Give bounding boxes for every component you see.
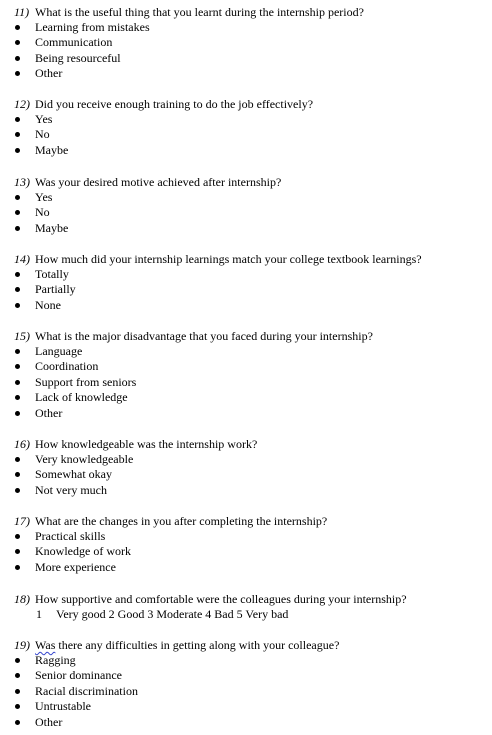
bullet-icon bbox=[15, 565, 20, 570]
question-18 bbox=[14, 592, 492, 622]
option-list bbox=[14, 112, 492, 158]
option-text: Practical skills bbox=[35, 529, 106, 543]
bullet-icon bbox=[15, 457, 20, 462]
question-line bbox=[14, 175, 492, 190]
question-line bbox=[14, 437, 492, 452]
option-text: Not very much bbox=[35, 482, 107, 497]
option-text: Very knowledgeable bbox=[35, 452, 134, 466]
question-line bbox=[14, 5, 492, 20]
list-item bbox=[14, 375, 492, 390]
bullet-icon bbox=[15, 472, 20, 477]
question-number: 13) bbox=[14, 175, 30, 189]
list-item bbox=[14, 298, 492, 313]
option-text: Senior dominance bbox=[35, 668, 122, 683]
question-number: 11) bbox=[14, 5, 30, 19]
question-12 bbox=[14, 97, 492, 158]
question-text: Did you receive enough training to do the job effectively? bbox=[35, 97, 314, 111]
question-number: 19) bbox=[14, 638, 30, 652]
option-text: Lack of knowledge bbox=[35, 390, 128, 405]
list-item bbox=[14, 221, 492, 236]
option-list bbox=[14, 452, 492, 498]
option-list bbox=[14, 529, 492, 575]
question-14 bbox=[14, 252, 492, 313]
option-text: Maybe bbox=[35, 220, 69, 235]
list-item bbox=[14, 483, 492, 498]
option-text: None bbox=[35, 297, 61, 312]
list-item bbox=[14, 653, 492, 668]
option-text: Communication bbox=[35, 35, 113, 50]
list-item bbox=[14, 544, 492, 559]
question-number: 15) bbox=[14, 329, 30, 343]
option-text: Yes bbox=[35, 190, 53, 204]
list-item bbox=[14, 35, 492, 50]
bullet-icon bbox=[15, 272, 20, 277]
rating-scale-text: Very good 2 Good 3 Moderate 4 Bad 5 Very bad bbox=[56, 607, 289, 621]
question-11 bbox=[14, 5, 492, 82]
list-item bbox=[14, 390, 492, 405]
list-item bbox=[14, 715, 492, 730]
bullet-icon bbox=[15, 195, 20, 200]
question-line bbox=[14, 97, 492, 112]
list-item bbox=[14, 359, 492, 374]
list-item bbox=[14, 684, 492, 699]
bullet-icon bbox=[15, 226, 20, 231]
list-item bbox=[14, 127, 492, 142]
bullet-icon bbox=[15, 534, 20, 539]
bullet-icon bbox=[15, 380, 20, 385]
bullet-icon bbox=[15, 720, 20, 725]
option-text: Totally bbox=[35, 267, 69, 281]
question-text: How much did your internship learnings match your college textbook learnings? bbox=[35, 252, 422, 266]
option-text: Language bbox=[35, 344, 83, 358]
list-item bbox=[14, 668, 492, 683]
list-item bbox=[14, 143, 492, 158]
list-item bbox=[14, 205, 492, 220]
list-item bbox=[14, 699, 492, 714]
bullet-icon bbox=[15, 364, 20, 369]
bullet-icon bbox=[15, 148, 20, 153]
option-text: Partially bbox=[35, 282, 76, 297]
list-item bbox=[14, 560, 492, 575]
list-item bbox=[14, 282, 492, 297]
question-text: How supportive and comfortable were the colleagues during your internship? bbox=[35, 592, 407, 606]
rating-scale-number: 1 bbox=[36, 607, 42, 621]
list-item bbox=[14, 20, 492, 35]
question-text-rest: there any difficulties in getting along with your colleague? bbox=[55, 638, 340, 652]
bullet-icon bbox=[15, 210, 20, 215]
bullet-icon bbox=[15, 117, 20, 122]
option-text: Racial discrimination bbox=[35, 683, 138, 698]
option-text: Being resourceful bbox=[35, 50, 121, 65]
bullet-icon bbox=[15, 411, 20, 416]
option-text: Ragging bbox=[35, 653, 76, 667]
option-text: Other bbox=[35, 714, 63, 729]
option-text: Learning from mistakes bbox=[35, 20, 150, 34]
list-item bbox=[14, 51, 492, 66]
question-line bbox=[14, 514, 492, 529]
question-text: What is the useful thing that you learnt during the internship period? bbox=[35, 5, 364, 19]
option-text: Support from seniors bbox=[35, 374, 137, 389]
option-list bbox=[14, 344, 492, 421]
question-text: What is the major disadvantage that you faced during your internship? bbox=[35, 329, 373, 343]
option-list bbox=[14, 653, 492, 730]
option-text: Yes bbox=[35, 112, 53, 126]
list-item bbox=[14, 406, 492, 421]
question-16 bbox=[14, 437, 492, 498]
bullet-icon bbox=[15, 40, 20, 45]
rating-scale-line bbox=[14, 607, 492, 622]
bullet-icon bbox=[15, 689, 20, 694]
bullet-icon bbox=[15, 658, 20, 663]
bullet-icon bbox=[15, 303, 20, 308]
question-text: Was your desired motive achieved after internship? bbox=[35, 175, 282, 189]
question-number: 12) bbox=[14, 97, 30, 111]
bullet-icon bbox=[15, 395, 20, 400]
option-text: No bbox=[35, 127, 50, 142]
question-number: 18) bbox=[14, 592, 30, 606]
option-text: Other bbox=[35, 405, 63, 420]
bullet-icon bbox=[15, 132, 20, 137]
bullet-icon bbox=[15, 287, 20, 292]
question-number: 14) bbox=[14, 252, 30, 266]
bullet-icon bbox=[15, 488, 20, 493]
question-line bbox=[14, 329, 492, 344]
option-text: Other bbox=[35, 66, 63, 81]
option-text: More experience bbox=[35, 559, 116, 574]
list-item bbox=[14, 190, 492, 205]
bullet-icon bbox=[15, 704, 20, 709]
bullet-icon bbox=[15, 349, 20, 354]
list-item bbox=[14, 112, 492, 127]
list-item bbox=[14, 467, 492, 482]
option-text: Untrustable bbox=[35, 699, 91, 714]
list-item bbox=[14, 452, 492, 467]
bullet-icon bbox=[15, 25, 20, 30]
bullet-icon bbox=[15, 549, 20, 554]
option-list bbox=[14, 20, 492, 82]
question-line bbox=[14, 638, 492, 653]
question-line bbox=[14, 252, 492, 267]
question-line bbox=[14, 592, 492, 607]
bullet-icon bbox=[15, 71, 20, 76]
bullet-icon bbox=[15, 673, 20, 678]
option-list bbox=[14, 190, 492, 236]
question-text: What are the changes in you after completing the internship? bbox=[35, 514, 328, 528]
option-text: Maybe bbox=[35, 142, 69, 157]
list-item bbox=[14, 529, 492, 544]
question-13 bbox=[14, 175, 492, 236]
question-number: 17) bbox=[14, 514, 30, 528]
option-text: No bbox=[35, 205, 50, 220]
spellcheck-word: Was bbox=[35, 638, 56, 652]
question-19 bbox=[14, 638, 492, 730]
option-text: Coordination bbox=[35, 359, 99, 374]
list-item bbox=[14, 344, 492, 359]
question-text: How knowledgeable was the internship work? bbox=[35, 437, 258, 451]
list-item bbox=[14, 66, 492, 81]
question-text bbox=[35, 638, 339, 653]
option-text: Somewhat okay bbox=[35, 467, 112, 482]
question-number: 16) bbox=[14, 437, 30, 451]
question-15 bbox=[14, 329, 492, 421]
option-text: Knowledge of work bbox=[35, 544, 131, 559]
question-17 bbox=[14, 514, 492, 575]
list-item bbox=[14, 267, 492, 282]
bullet-icon bbox=[15, 56, 20, 61]
option-list bbox=[14, 267, 492, 313]
